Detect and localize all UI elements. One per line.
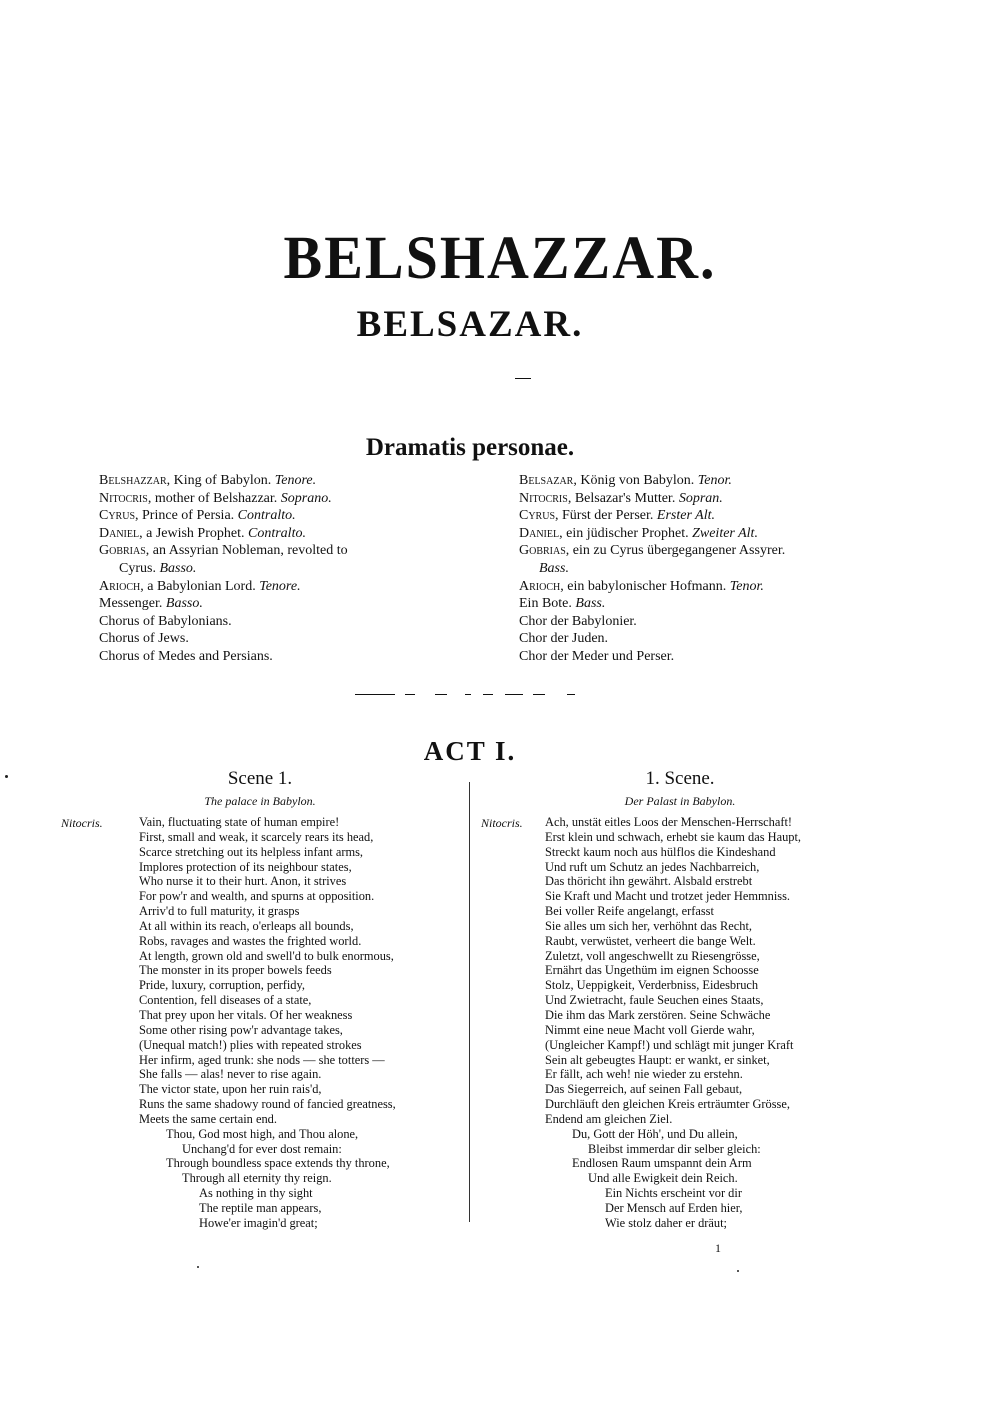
verse-line: Und ruft um Schutz an jedes Nachbarreich, bbox=[545, 859, 760, 874]
character-name: Cyrus bbox=[519, 508, 556, 524]
character-description: , King of Babylon. bbox=[166, 473, 275, 488]
character-description: , König von Babylon. bbox=[573, 473, 698, 488]
verse-line: Das thöricht ihn gewährt. Alsbald erstrebt bbox=[545, 874, 753, 889]
verse-line: Das Siegerreich, auf seinen Fall gebaut, bbox=[545, 1082, 743, 1097]
speaker-english: Nitocris. bbox=[61, 816, 103, 830]
page-subtitle: BELSAZAR. bbox=[356, 304, 584, 345]
cast-entry bbox=[519, 595, 899, 613]
character-description: , Belsazar's Mutter. bbox=[567, 490, 679, 506]
dramatis-personae-heading: Dramatis personae. bbox=[365, 434, 575, 461]
page-number: 1 bbox=[715, 1241, 721, 1255]
verse-line: Nimmt eine neue Macht voll Gierde wahr, bbox=[545, 1022, 755, 1037]
margin-mark bbox=[5, 775, 8, 778]
verse-line: At length, grown old and swell'd to bulk enormous, bbox=[139, 948, 394, 963]
verse-line: At all within its reach, o'erleaps all bounds, bbox=[139, 918, 354, 933]
character-description: , ein babylonischer Hofmann. bbox=[560, 578, 730, 594]
voice-type: Sopran. bbox=[678, 490, 723, 506]
verse-line: Ernährt das Ungethüm im eignen Schoosse bbox=[545, 963, 759, 978]
verse-line: Arriv'd to full maturity, it grasps bbox=[139, 904, 300, 919]
verse-line: Implores protection of its neighbour states, bbox=[139, 859, 352, 874]
verse-line: Erst klein und schwach, erhebt sie kaum das Haupt, bbox=[545, 829, 802, 844]
character-name: Belsazar bbox=[519, 473, 574, 488]
verse-line: Vain, fluctuating state of human empire! bbox=[139, 815, 340, 829]
verse-line: Unchang'd for ever dost remain: bbox=[182, 1141, 342, 1156]
verse-line: Ein Nichts erscheint vor dir bbox=[605, 1186, 742, 1201]
character-description: Chorus of Medes and Persians. bbox=[99, 648, 273, 664]
verse-line: Streckt kaum noch aus hülflos die Kindeshand bbox=[545, 844, 776, 859]
cast-entry bbox=[519, 613, 899, 631]
voice-type: Contralto. bbox=[248, 525, 306, 541]
character-name: Nitocris bbox=[519, 490, 568, 506]
verse-line: Pride, luxury, corruption, perfidy, bbox=[139, 978, 305, 993]
verse-line: Sie alles um sich her, verhöhnt das Recht, bbox=[545, 918, 752, 933]
cast-entry bbox=[519, 630, 899, 648]
page-title: BELSHAZZAR. bbox=[283, 223, 717, 292]
cast-list-english bbox=[99, 472, 479, 666]
verse-line: Und Zwietracht, faule Seuchen eines Staats, bbox=[545, 993, 764, 1008]
speaker-german: Nitocris. bbox=[481, 816, 523, 830]
verse-line: Du, Gott der Höh', und Du allein, bbox=[572, 1126, 738, 1141]
speck-mark bbox=[737, 1270, 739, 1272]
character-description: Chor der Babylonier. bbox=[519, 613, 637, 629]
character-name: Daniel bbox=[519, 525, 560, 541]
character-description: , an Assyrian Nobleman, revolted to bbox=[145, 543, 348, 559]
character-description: , a Jewish Prophet. bbox=[139, 525, 248, 541]
scene-place-english: The palace in Babylon. bbox=[204, 794, 316, 808]
verse-english bbox=[139, 815, 469, 1231]
verse-line: Stolz, Ueppigkeit, Verderbniss, Eidesbruch bbox=[545, 978, 759, 993]
verse-line: That prey upon her vitals. Of her weakness bbox=[139, 1007, 353, 1022]
voice-type: Tenor. bbox=[729, 578, 764, 594]
character-name: Gobrias bbox=[519, 543, 566, 559]
verse-line: The victor state, upon her ruin rais'd, bbox=[139, 1082, 322, 1097]
verse-line: Meets the same certain end. bbox=[139, 1111, 277, 1126]
cast-entry bbox=[99, 648, 479, 666]
character-name: Belshazzar bbox=[99, 473, 167, 488]
character-description: Messenger. bbox=[99, 596, 166, 612]
voice-type: Basso. bbox=[165, 596, 203, 612]
verse-line: For pow'r and wealth, and spurns at opposition. bbox=[139, 889, 375, 904]
cast-entry bbox=[99, 613, 479, 631]
verse-line: Endend am gleichen Ziel. bbox=[545, 1111, 673, 1126]
cast-entry bbox=[519, 578, 899, 596]
verse-line: Und alle Ewigkeit dein Reich. bbox=[588, 1171, 738, 1186]
verse-line: Durchläuft den gleichen Kreis erträumter Grösse, bbox=[545, 1097, 790, 1112]
voice-type: Basso. bbox=[159, 560, 197, 576]
verse-line: (Unequal match!) plies with repeated strokes bbox=[139, 1037, 362, 1052]
scene-heading-german: 1. Scene. bbox=[645, 768, 715, 789]
character-description: , Prince of Persia. bbox=[135, 508, 238, 524]
title-divider bbox=[515, 378, 531, 379]
section-divider bbox=[355, 694, 585, 696]
scene-place-german: Der Palast in Babylon. bbox=[624, 794, 736, 808]
character-name: Arioch bbox=[519, 578, 561, 594]
voice-type: Tenore. bbox=[274, 473, 317, 488]
scene-heading-english: Scene 1. bbox=[227, 768, 293, 789]
verse-line: The reptile man appears, bbox=[199, 1200, 322, 1215]
voice-type: Erster Alt. bbox=[656, 508, 715, 524]
verse-line: Some other rising pow'r advantage takes, bbox=[139, 1022, 343, 1037]
verse-line: Bei voller Reife angelangt, erfasst bbox=[545, 904, 714, 919]
character-name: Cyrus bbox=[99, 508, 136, 524]
verse-line: Der Mensch auf Erden hier, bbox=[605, 1200, 743, 1215]
speck-mark bbox=[197, 1266, 199, 1268]
voice-type: Bass. bbox=[575, 596, 606, 612]
verse-line: Er fällt, ach weh! nie wieder zu erstehn. bbox=[545, 1067, 743, 1082]
character-name: Nitocris bbox=[99, 490, 148, 506]
cast-entry bbox=[99, 525, 479, 543]
character-description: , a Babylonian Lord. bbox=[140, 578, 260, 594]
verse-line: Runs the same shadowy round of fancied greatness, bbox=[139, 1097, 396, 1112]
act-heading: ACT I. bbox=[423, 736, 517, 766]
verse-line: (Ungleicher Kampf!) und schlägt mit junger Kraft bbox=[545, 1037, 794, 1052]
cast-entry bbox=[99, 630, 479, 648]
verse-line: Thou, God most high, and Thou alone, bbox=[166, 1126, 359, 1141]
cast-entry bbox=[519, 507, 899, 525]
verse-line: Bleibst immerdar dir selber gleich: bbox=[588, 1141, 761, 1156]
cast-entry bbox=[99, 595, 479, 613]
character-description: Ein Bote. bbox=[519, 596, 576, 612]
character-description: , ein zu Cyrus übergegangener Assyrer. bbox=[565, 543, 786, 559]
voice-type: Contralto. bbox=[237, 508, 296, 524]
voice-type: Tenore. bbox=[259, 578, 301, 594]
cast-entry bbox=[519, 525, 899, 543]
verse-line: Contention, fell diseases of a state, bbox=[139, 993, 312, 1008]
cast-entry bbox=[99, 578, 479, 596]
verse-line: The monster in its proper bowels feeds bbox=[139, 963, 332, 978]
column-divider bbox=[469, 782, 470, 1222]
verse-line: Zuletzt, voll angeschwellt zu Riesengrösse, bbox=[545, 948, 760, 963]
voice-type: Bass. bbox=[539, 560, 569, 576]
cast-entry bbox=[99, 507, 479, 525]
voice-type: Tenor. bbox=[697, 473, 732, 488]
verse-line: Endlosen Raum umspannt dein Arm bbox=[572, 1156, 752, 1171]
verse-line: Die ihm das Mark zerstören. Seine Schwäche bbox=[545, 1007, 771, 1022]
verse-line: Her infirm, aged trunk: she nods — she totters — bbox=[139, 1052, 385, 1067]
verse-line: Through boundless space extends thy throne, bbox=[166, 1156, 390, 1171]
verse-line: Wie stolz daher er dräut; bbox=[605, 1215, 727, 1230]
voice-type: Soprano. bbox=[280, 490, 332, 506]
cast-entry bbox=[519, 542, 899, 560]
cast-entry bbox=[99, 490, 479, 508]
character-description: , Fürst der Perser. bbox=[555, 508, 657, 524]
cast-list-german bbox=[519, 472, 899, 666]
verse-line: Raubt, verwüstet, verheert die bange Welt. bbox=[545, 933, 756, 948]
character-description: Cyrus. bbox=[119, 560, 160, 576]
verse-line: She falls — alas! never to rise again. bbox=[139, 1067, 322, 1082]
cast-entry bbox=[99, 542, 479, 560]
verse-german bbox=[545, 815, 895, 1231]
cast-entry bbox=[99, 560, 479, 578]
verse-line: Sie Kraft und Macht und trotzet jeder Hemmniss. bbox=[545, 889, 790, 904]
cast-entry bbox=[99, 472, 479, 490]
character-description: Chorus of Jews. bbox=[99, 631, 189, 647]
cast-entry bbox=[519, 560, 899, 578]
verse-line: Sein alt gebeugtes Haupt: er wankt, er sinket, bbox=[545, 1052, 770, 1067]
character-name: Arioch bbox=[99, 578, 141, 594]
verse-line: Howe'er imagin'd great; bbox=[199, 1215, 318, 1230]
verse-line: Robs, ravages and wastes the frighted world. bbox=[139, 933, 362, 948]
cast-entry bbox=[519, 648, 899, 666]
verse-line: Through all eternity thy reign. bbox=[182, 1171, 332, 1186]
verse-line: As nothing in thy sight bbox=[199, 1186, 313, 1201]
character-name: Daniel bbox=[99, 525, 140, 541]
verse-line: Scarce stretching out its helpless infant arms, bbox=[139, 844, 364, 859]
verse-line: Who nurse it to their hurt. Anon, it strives bbox=[139, 874, 347, 889]
character-description: Chor der Juden. bbox=[519, 631, 609, 647]
voice-type: Zweiter Alt. bbox=[692, 525, 758, 541]
verse-line: First, small and weak, it scarcely rears its head, bbox=[139, 829, 374, 844]
verse-line: Ach, unstät eitles Loos der Menschen-Herrschaft! bbox=[545, 815, 793, 829]
cast-entry bbox=[519, 472, 899, 490]
character-description: , mother of Belshazzar. bbox=[147, 490, 281, 506]
character-description: Chorus of Babylonians. bbox=[99, 613, 232, 629]
character-description: Chor der Meder und Perser. bbox=[519, 648, 675, 664]
cast-entry bbox=[519, 490, 899, 508]
character-name: Gobrias bbox=[99, 543, 146, 559]
character-description: , ein jüdischer Prophet. bbox=[559, 525, 693, 541]
